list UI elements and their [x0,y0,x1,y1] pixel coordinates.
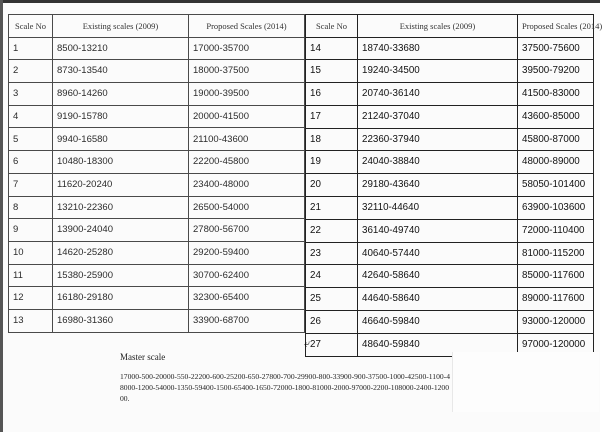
proposed-scale-cell: 19000-39500 [189,83,305,106]
scale-number-cell: 22 [306,219,358,242]
proposed-scale-cell: 29200-59400 [189,241,305,264]
table-row [306,105,594,128]
table-row [306,219,594,242]
pay-scale-table-left [8,14,305,333]
table-row [9,241,305,264]
scan-edge-left [0,0,3,432]
proposed-scale-cell: 89000-117600 [518,288,594,311]
existing-scale-cell: 36140-49740 [358,219,518,242]
scale-number-cell: 3 [9,83,53,106]
existing-scale-cell: 8960-14260 [53,83,189,106]
header-scale-no: Scale No [9,15,53,38]
proposed-scale-cell: 48000-89000 [518,151,594,174]
proposed-scale-cell: 18000-37500 [189,60,305,83]
existing-scale-cell: 14620-25280 [53,241,189,264]
table-row [306,151,594,174]
scale-number-cell: 23 [306,242,358,265]
table-header-row [306,15,594,38]
proposed-scale-cell: 30700-62400 [189,264,305,287]
existing-scale-cell: 42640-58640 [358,265,518,288]
table-row [9,309,305,332]
table-row [9,173,305,196]
scale-number-cell: 9 [9,219,53,242]
proposed-scale-cell: 72000-110400 [518,219,594,242]
table-row [306,37,594,60]
scan-mark-arrow: ⤶ [304,338,311,350]
proposed-scale-cell: 43600-85000 [518,105,594,128]
table-row [306,242,594,265]
existing-scale-cell: 48640-59840 [358,333,518,356]
table-row [306,128,594,151]
proposed-scale-cell: 39500-79200 [518,60,594,83]
proposed-scale-cell: 85000-117600 [518,265,594,288]
table-row [306,265,594,288]
table-row [306,288,594,311]
scale-number-cell: 7 [9,173,53,196]
proposed-scale-cell: 41500-83000 [518,83,594,106]
table-row [9,83,305,106]
proposed-scale-cell: 97000-120000 [518,333,594,356]
table-row [306,311,594,334]
existing-scale-cell: 11620-20240 [53,173,189,196]
proposed-scale-cell: 17000-35700 [189,37,305,60]
existing-scale-cell: 16980-31360 [53,309,189,332]
scale-number-cell: 13 [9,309,53,332]
header-existing-scales: Existing scales (2009) [53,15,189,38]
proposed-scale-cell: 27800-56700 [189,219,305,242]
existing-scale-cell: 29180-43640 [358,174,518,197]
proposed-scale-cell: 22200-45800 [189,151,305,174]
proposed-scale-cell: 33900-68700 [189,309,305,332]
scale-number-cell: 25 [306,288,358,311]
scale-number-cell: 20 [306,174,358,197]
table-row [306,60,594,83]
table-header-row [9,15,305,38]
table-row [9,37,305,60]
existing-scale-cell: 44640-58640 [358,288,518,311]
table-row [9,151,305,174]
existing-scale-cell: 19240-34500 [358,60,518,83]
scale-number-cell: 24 [306,265,358,288]
existing-scale-cell: 21240-37040 [358,105,518,128]
scale-number-cell: 21 [306,197,358,220]
scale-number-cell: 12 [9,287,53,310]
scan-shadow [452,352,599,412]
existing-scale-cell: 13210-22360 [53,196,189,219]
existing-scale-cell: 22360-37940 [358,128,518,151]
proposed-scale-cell: 23400-48000 [189,173,305,196]
scan-edge-top [0,0,600,3]
scale-number-cell: 2 [9,60,53,83]
existing-scale-cell: 32110-44640 [358,197,518,220]
master-scale-block [120,352,450,404]
proposed-scale-cell: 26500-54000 [189,196,305,219]
scale-number-cell: 5 [9,128,53,151]
header-existing-scales: Existing scales (2009) [358,15,518,38]
proposed-scale-cell: 21100-43600 [189,128,305,151]
existing-scale-cell: 40640-57440 [358,242,518,265]
scale-number-cell: 10 [9,241,53,264]
table-row [9,128,305,151]
existing-scale-cell: 13900-24040 [53,219,189,242]
pay-scale-table-right [305,14,602,357]
scale-number-cell: 14 [306,37,358,60]
table-row [9,105,305,128]
existing-scale-cell: 15380-25900 [53,264,189,287]
table-row [9,196,305,219]
existing-scale-cell: 16180-29180 [53,287,189,310]
scale-number-cell: 4 [9,105,53,128]
scale-number-cell: 16 [306,83,358,106]
proposed-scale-cell: 63900-103600 [518,197,594,220]
scale-number-cell: 1 [9,37,53,60]
existing-scale-cell: 24040-38840 [358,151,518,174]
table-row [9,264,305,287]
table-row [9,287,305,310]
master-scale-text: 17000-500-20000-550-22200-600-25200-650-27800-700-29900-800-33900-900-37500-1000-42500-1100-48000-1200-54000-1350-59400-1500-65400-1650-72000-1800-81000-2000-97000-2200-108000-2400-120000. [120,372,451,403]
proposed-scale-cell: 58050-101400 [518,174,594,197]
existing-scale-cell: 9940-16580 [53,128,189,151]
proposed-scale-cell: 20000-41500 [189,105,305,128]
proposed-scale-cell: 45800-87000 [518,128,594,151]
existing-scale-cell: 9190-15780 [53,105,189,128]
header-proposed-scales: Proposed Scales (2014) [518,15,594,38]
scale-number-cell: 19 [306,151,358,174]
proposed-scale-cell: 37500-75600 [518,37,594,60]
scale-number-cell: 8 [9,196,53,219]
table-row [306,83,594,106]
existing-scale-cell: 18740-33680 [358,37,518,60]
scale-number-cell: 18 [306,128,358,151]
header-scale-no: Scale No [306,15,358,38]
master-scale-title: Master scale [120,352,166,362]
existing-scale-cell: 8500-13210 [53,37,189,60]
existing-scale-cell: 46640-59840 [358,311,518,334]
table-row [9,219,305,242]
table-row [9,60,305,83]
scale-number-cell: 6 [9,151,53,174]
header-proposed-scales: Proposed Scales (2014) [189,15,305,38]
proposed-scale-cell: 32300-65400 [189,287,305,310]
scale-number-cell: 26 [306,311,358,334]
proposed-scale-cell: 93000-120000 [518,311,594,334]
existing-scale-cell: 8730-13540 [53,60,189,83]
scale-number-cell: 17 [306,105,358,128]
proposed-scale-cell: 81000-115200 [518,242,594,265]
scale-number-cell: 27 [306,333,358,356]
scale-number-cell: 15 [306,60,358,83]
existing-scale-cell: 10480-18300 [53,151,189,174]
table-row [306,174,594,197]
table-row [306,197,594,220]
existing-scale-cell: 20740-36140 [358,83,518,106]
scale-number-cell: 11 [9,264,53,287]
